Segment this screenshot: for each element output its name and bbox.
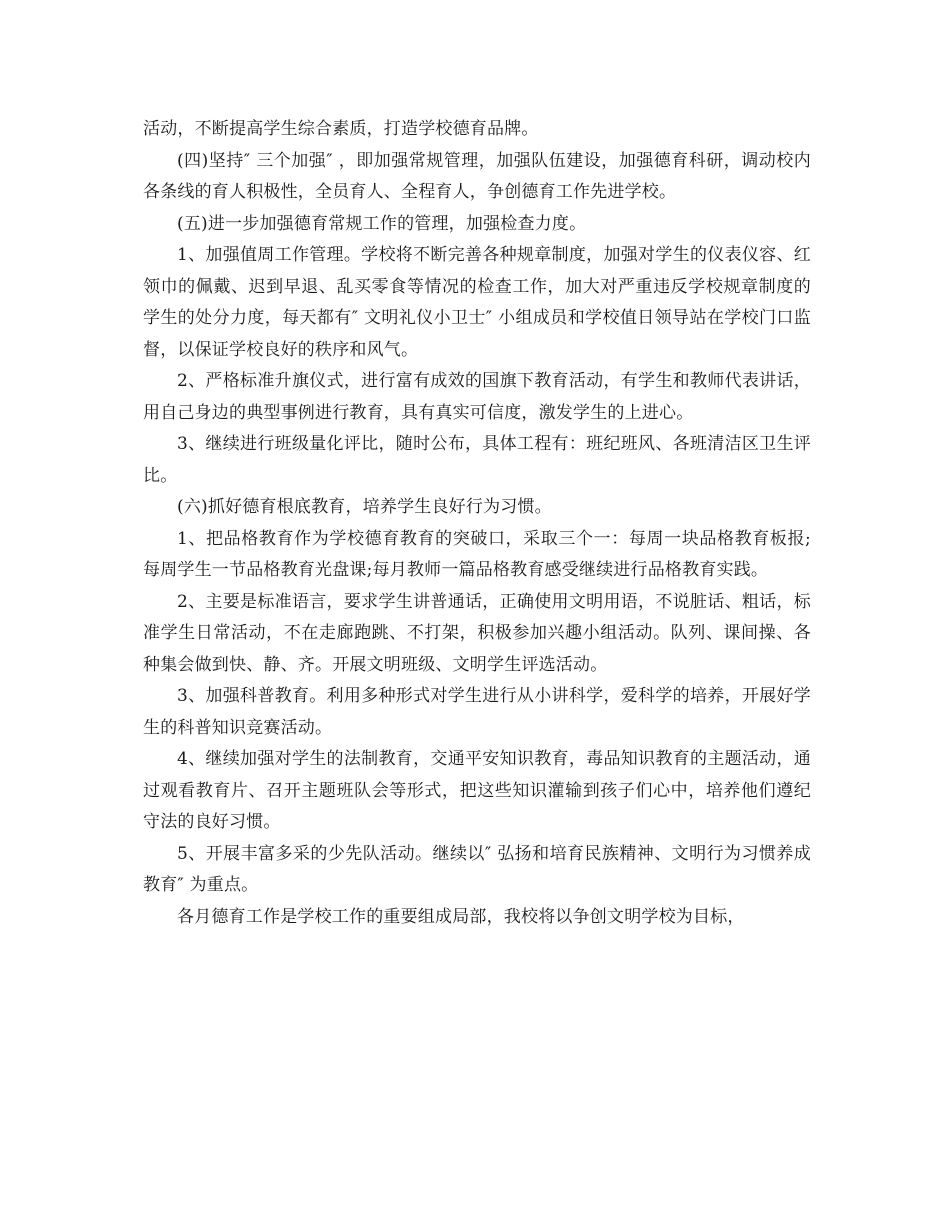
document-body — [143, 114, 811, 933]
paragraph-section-four: (四)坚持″ 三个加强″ ，即加强常规管理，加强队伍建设，加强德育科研，调动校内各条线的育人积极性，全员育人、全程育人，争创德育工作先进学校。 — [143, 150, 811, 202]
paragraph-item-3-class-evaluation: 3、继续进行班级量化评比，随时公布，具体工程有：班纪班风、各班清洁区卫生评比。 — [143, 434, 811, 486]
paragraph-section-six: (六)抓好德育根底教育，培养学生良好行为习惯。 — [177, 497, 552, 517]
paragraph-monthly-work: 各月德育工作是学校工作的重要组成局部，我校将以争创文明学校为目标， — [177, 906, 745, 927]
paragraph-item-5-young-pioneers: 5、开展丰富多采的少先队活动。继续以″ 弘扬和培育民族精神、文明行为习惯养成教育″ 为重点。 — [143, 843, 811, 895]
paragraph-item-4-legal-education: 4、继续加强对学生的法制教育，交通平安知识教育，毒品知识教育的主题活动，通过观看教育片、召开主题班队会等形式，把这些知识灌输到孩子们心中，培养他们遵纪守法的良好习惯。 — [143, 749, 811, 832]
paragraph-section-five: (五)进一步加强德育常规工作的管理，加强检查力度。 — [177, 213, 587, 234]
paragraph-item-3-science-education: 3、加强科普教育。利用多种形式对学生进行从小讲科学，爱科学的培养，开展好学生的科普知识竞赛活动。 — [143, 686, 811, 738]
paragraph-item-2-flag-raising: 2、严格标准升旗仪式，进行富有成效的国旗下教育活动，有学生和教师代表讲话，用自己身边的典型事例进行教育，具有真实可信度，激发学生的上进心。 — [143, 371, 811, 423]
paragraph-item-1-character-education: 1、把品格教育作为学校德育教育的突破口，采取三个一：每周一块品格教育板报;每周学生一节品格教育光盘课;每月教师一篇品格教育感受继续进行品格教育实践。 — [143, 528, 811, 580]
paragraph-item-1-duty-week: 1、加强值周工作管理。学校将不断完善各种规章制度，加强对学生的仪表仪容、红领巾的佩戴、迟到早退、乱买零食等情况的检查工作，加大对严重违反学校规章制度的学生的处分力度，每天都有″ 文明礼仪小卫士″ 小组成员和学校值日领导站在学校门口监督，以保证学校良好的秩序和风气。 — [143, 245, 811, 360]
paragraph-item-2-standard-language: 2、主要是标准语言，要求学生讲普通话，正确使用文明用语，不说脏话、粗话，标准学生日常活动，不在走廊跑跳、不打架，积极参加兴趣小组活动。队列、课间操、各种集会做到快、静、齐。开展文明班级、文明学生评选活动。 — [143, 591, 811, 675]
paragraph-continuation: 活动，不断提高学生综合素质，打造学校德育品牌。 — [143, 119, 539, 139]
